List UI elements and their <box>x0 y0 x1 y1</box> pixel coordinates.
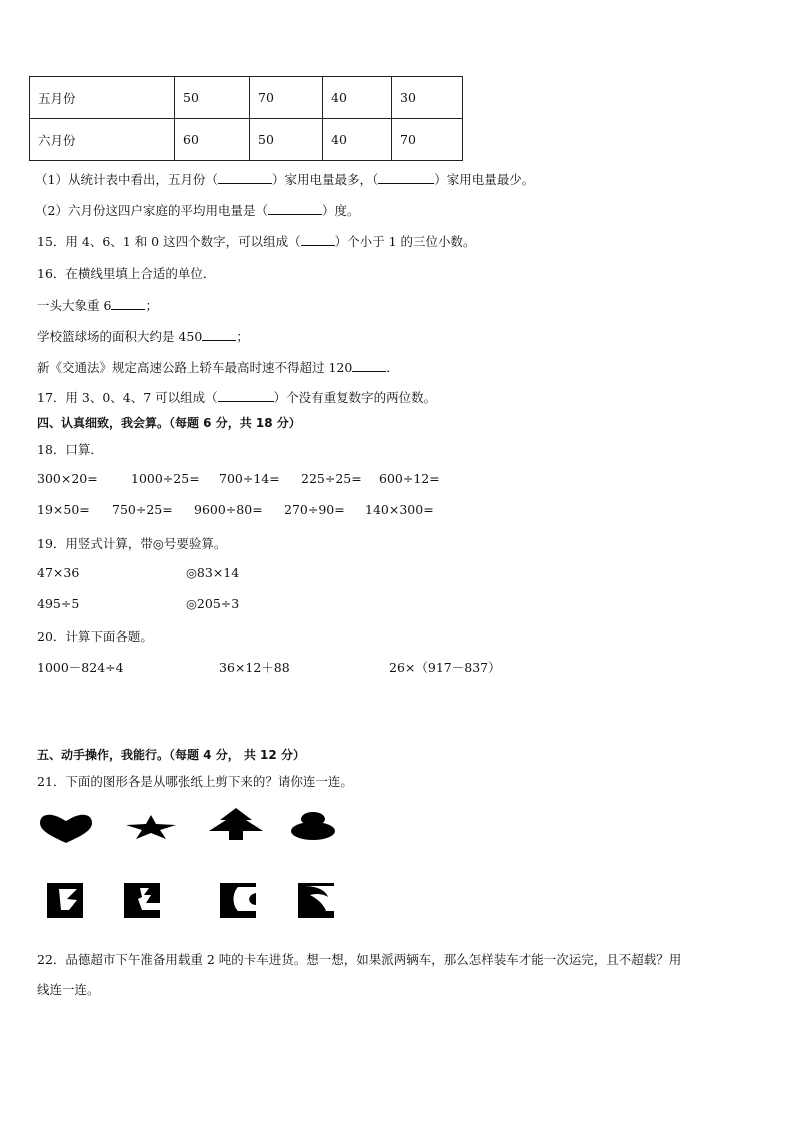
question-20-title: 20．计算下面各题。 <box>37 629 153 644</box>
answer-blank[interactable] <box>218 389 274 402</box>
vertical-calc-item: ◎83×14 <box>186 565 240 580</box>
question-22-line-1: 22．品德超市下午准备用载重 2 吨的卡车进货。想一想，如果派两辆车，那么怎样装车才能一次运完，且不超载？用 <box>37 952 682 967</box>
snowman-icon <box>290 811 336 841</box>
question-21-title: 21．下面的图形各是从哪张纸上剪下来的？请你连一连。 <box>37 774 353 789</box>
question-14-2: （2）六月份这四户家庭的平均用电量是（ ）度。 <box>35 203 360 218</box>
paper-piece-3-icon <box>220 883 256 918</box>
vertical-calc-item: 495÷5 <box>37 596 80 611</box>
mental-math-item: 750÷25= <box>112 502 173 517</box>
row-label: 五月份 <box>30 77 175 119</box>
table-cell: 70 <box>250 77 323 119</box>
mental-math-item: 1000÷25= <box>131 471 200 486</box>
table-cell: 60 <box>175 119 250 161</box>
paper-piece-4-icon <box>298 883 334 918</box>
table-row <box>30 119 463 161</box>
table-cell: 70 <box>392 119 463 161</box>
row-label: 六月份 <box>30 119 175 161</box>
question-19-title: 19．用竖式计算，带◎号要验算。 <box>37 536 227 551</box>
answer-blank[interactable] <box>202 328 236 341</box>
mental-math-item: 140×300= <box>365 502 434 517</box>
tree-icon <box>208 807 264 841</box>
answer-blank[interactable] <box>111 297 145 310</box>
vertical-calc-item: ◎205÷3 <box>186 596 240 611</box>
table-cell: 50 <box>175 77 250 119</box>
mental-math-item: 225÷25= <box>301 471 362 486</box>
calc-item: 26×（917－837） <box>389 660 501 675</box>
mental-math-item: 270÷90= <box>284 502 345 517</box>
question-16-line-1: 一头大象重 6 ； <box>37 298 158 313</box>
question-15: 15．用 4、6、1 和 0 这四个数字，可以组成（ ）个小于 1 的三位小数。 <box>37 234 476 249</box>
section-5-heading: 五、动手操作，我能行。（每题 4 分， 共 12 分） <box>37 748 305 762</box>
answer-blank[interactable] <box>218 171 272 184</box>
table-cell: 40 <box>323 77 392 119</box>
question-16-title: 16．在横线里填上合适的单位． <box>37 266 216 281</box>
question-18-title: 18．口算． <box>37 442 103 457</box>
heart-icon <box>38 812 94 844</box>
question-14-1: （1）从统计表中看出，五月份（ ）家用电量最多，（ ）家用电量最少。 <box>35 172 535 187</box>
question-22-line-2: 线连一连。 <box>37 982 100 997</box>
mental-math-item: 9600÷80= <box>194 502 263 517</box>
mental-math-item: 600÷12= <box>379 471 440 486</box>
mental-math-item: 300×20= <box>37 471 98 486</box>
table-cell: 50 <box>250 119 323 161</box>
calc-item: 1000－824÷4 <box>37 660 124 675</box>
paper-piece-1-icon <box>47 883 83 918</box>
vertical-calc-item: 47×36 <box>37 565 80 580</box>
section-4-heading: 四、认真细致，我会算。（每题 6 分，共 18 分） <box>37 416 301 430</box>
electricity-table <box>29 76 463 161</box>
question-17: 17．用 3、0、4、7 可以组成（ ）个没有重复数字的两位数。 <box>37 390 437 405</box>
calc-item: 36×12＋88 <box>219 660 290 675</box>
question-16-line-3: 新《交通法》规定高速公路上轿车最高时速不得超过 120 ． <box>37 360 399 375</box>
question-16-line-2: 学校篮球场的面积大约是 450 ； <box>37 329 249 344</box>
mental-math-item: 19×50= <box>37 502 90 517</box>
mental-math-item: 700÷14= <box>219 471 280 486</box>
answer-blank[interactable] <box>268 202 322 215</box>
star-icon <box>125 814 177 840</box>
table-row <box>30 77 463 119</box>
table-cell: 30 <box>392 77 463 119</box>
answer-blank[interactable] <box>301 233 335 246</box>
table-cell: 40 <box>323 119 392 161</box>
answer-blank[interactable] <box>352 359 386 372</box>
answer-blank[interactable] <box>378 171 434 184</box>
paper-piece-2-icon <box>124 883 160 918</box>
